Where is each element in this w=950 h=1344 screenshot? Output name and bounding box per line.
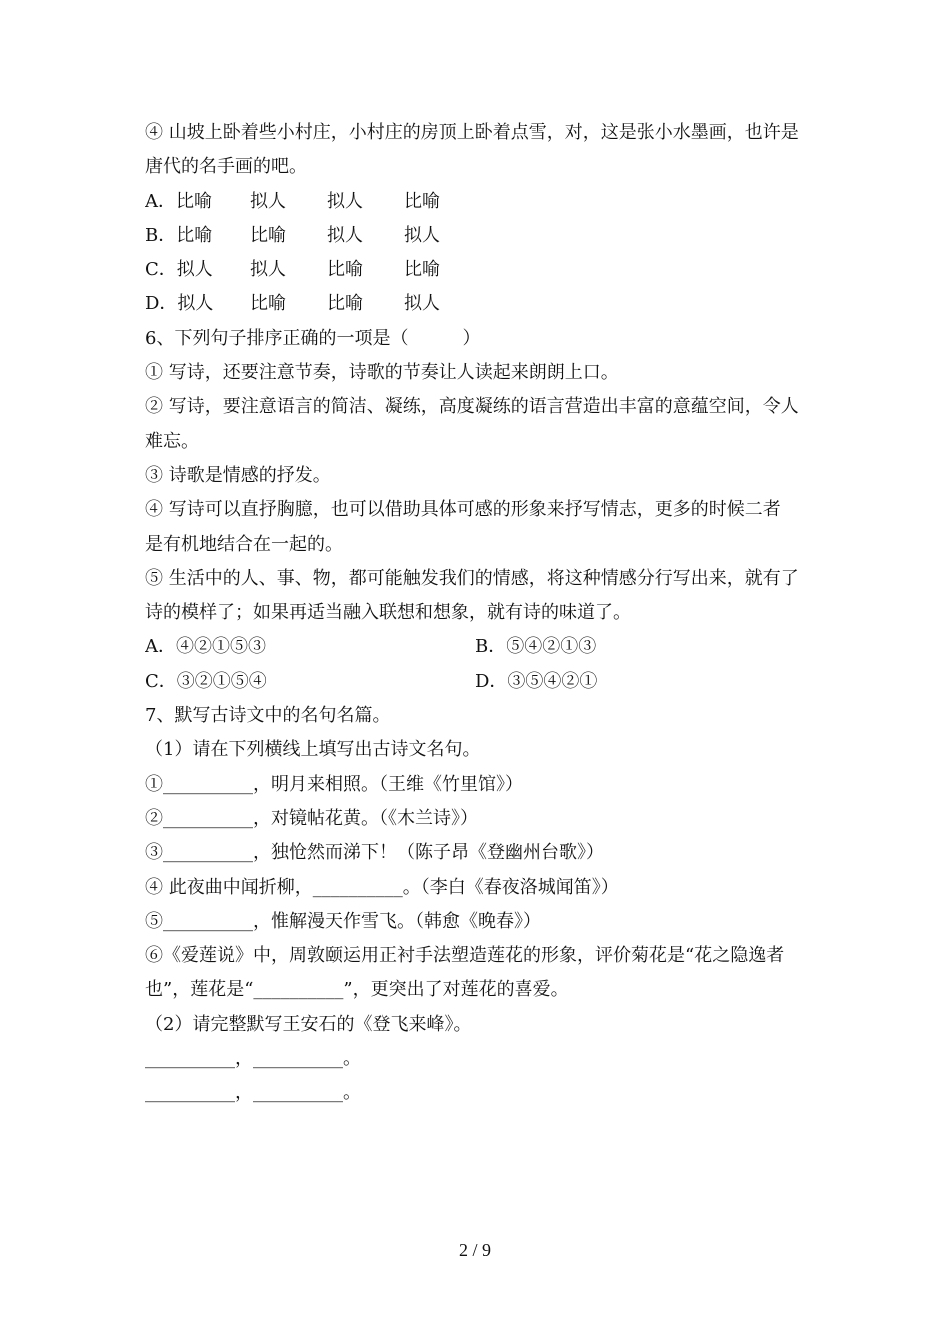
option-label: A．比喻 [145, 190, 212, 212]
q7-fill-2: ②__________，对镜帖花黄。（《木兰诗》） [145, 807, 478, 829]
option-label: B．比喻 [145, 224, 213, 246]
q6-option-d: D．③⑤④②① [475, 670, 598, 692]
q7-fill-6-line2: 也”，莲花是“__________”，更突出了对莲花的喜爱。 [145, 979, 569, 1001]
option-term: 比喻 [250, 224, 286, 246]
option-term: 比喻 [250, 293, 286, 315]
q6-sentence-2-line1: ② 写诗，要注意语言的简洁、凝练，高度凝练的语言营造出丰富的意蕴空间，令人 [145, 396, 799, 418]
q5-option-b [145, 219, 815, 253]
q6-option-c: C．③②①⑤④ [145, 670, 267, 692]
q6-sentence-4-line1: ④ 写诗可以直抒胸臆，也可以借助具体可感的形象来抒写情志，更多的时候二者 [145, 499, 781, 521]
option-term: 拟人 [404, 293, 440, 315]
q7-part1-title: （1）请在下列横线上填写出古诗文名句。 [145, 739, 481, 761]
option-label: C．拟人 [145, 259, 213, 281]
option-term: 比喻 [327, 259, 363, 281]
q7-fill-6-line1: ⑥《爱莲说》中，周敦颐运用正衬手法塑造莲花的形象，评价菊花是“花之隐逸者 [145, 945, 785, 967]
q6-option-a: A．④②①⑤③ [145, 636, 266, 658]
option-term: 比喻 [404, 259, 440, 281]
q6-sentence-5-line1: ⑤ 生活中的人、事、物，都可能触发我们的情感，将这种情感分行写出来，就有了 [145, 567, 799, 589]
option-term: 比喻 [404, 190, 440, 212]
page-content [145, 116, 815, 1111]
option-term: 拟人 [327, 190, 363, 212]
q7-fill-4: ④ 此夜曲中闻折柳，__________。（李白《春夜洛城闻笛》） [145, 876, 619, 898]
page-number: 2 / 9 [458, 1240, 491, 1260]
q7-fill-1: ①__________，明月来相照。（王维《竹里馆》） [145, 773, 523, 795]
q7-fill-5: ⑤__________，惟解漫天作雪飞。（韩愈《晚春》） [145, 910, 541, 932]
q5-item4-line1: ④ 山坡上卧着些小村庄，小村庄的房顶上卧着点雪，对，这是张小水墨画，也许是 [145, 122, 799, 143]
option-term: 拟人 [404, 224, 440, 246]
option-term: 比喻 [327, 293, 363, 315]
q5-option-c [145, 253, 815, 287]
q6-sentence-4-line2: 是有机地结合在一起的。 [145, 533, 343, 555]
q7-blank-line-1: __________，__________。 [145, 1048, 361, 1070]
q7-part2-title: （2）请完整默写王安石的《登飞来峰》。 [145, 1013, 472, 1035]
q5-option-a [145, 185, 815, 219]
option-term: 拟人 [327, 224, 363, 246]
q6-question: 6、下列句子排序正确的一项是（ ） [145, 327, 481, 349]
q6-sentence-2-line2: 难忘。 [145, 430, 199, 452]
q6-sentence-1: ① 写诗，还要注意节奏，诗歌的节奏让人读起来朗朗上口。 [145, 362, 619, 384]
q5-option-d [145, 287, 815, 321]
q6-option-b: B．⑤④②①③ [475, 636, 597, 658]
option-term: 拟人 [250, 259, 286, 281]
option-label: D．拟人 [145, 293, 214, 315]
q6-sentence-3: ③ 诗歌是情感的抒发。 [145, 464, 331, 486]
q6-sentence-5-line2: 诗的模样了；如果再适当融入联想和想象，就有诗的味道了。 [145, 602, 631, 624]
option-term: 拟人 [250, 190, 286, 212]
q7-question: 7、默写古诗文中的名句名篇。 [145, 705, 391, 727]
q7-blank-line-2: __________，__________。 [145, 1082, 361, 1104]
q6-options-ab [145, 630, 815, 664]
q6-options-cd [145, 665, 815, 699]
q5-item4-line2: 唐代的名手画的吧。 [145, 156, 307, 178]
q7-fill-3: ③__________，独怆然而涕下！（陈子昂《登幽州台歌》） [145, 842, 604, 864]
